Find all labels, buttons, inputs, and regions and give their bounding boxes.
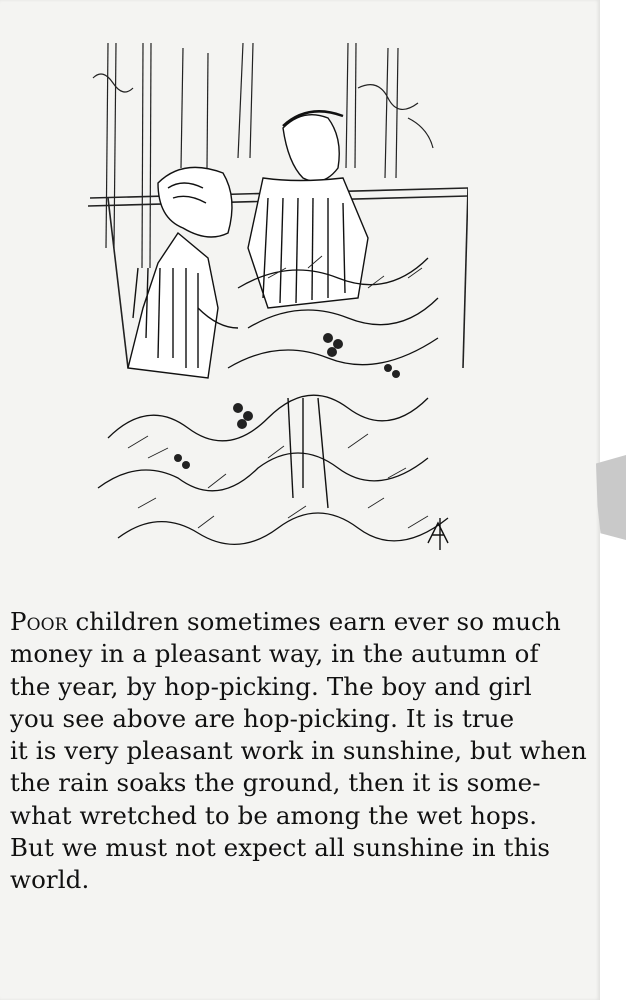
text-line-5: it is very pleasant work in sunshine, but when	[10, 736, 587, 766]
torn-page-edge	[596, 455, 626, 540]
monogram-mark	[428, 518, 448, 550]
body-text	[10, 606, 587, 897]
text-line-2: money in a pleasant way, in the autumn of	[10, 639, 539, 669]
text-line-1: Poor children sometimes earn ever so much	[10, 607, 561, 636]
first-word: Poor	[10, 607, 68, 636]
text-line-9: world.	[10, 865, 90, 895]
text-line-4: you see above are hop-picking. It is true	[10, 703, 515, 733]
text-line-6: the rain soaks the ground, then it is some-	[10, 768, 541, 798]
text-line-3: the year, by hop-picking. The boy and girl	[10, 671, 532, 701]
text-line-7: what wretched to be among the wet hops.	[10, 800, 538, 830]
text-line-8: But we must not expect all sunshine in this	[10, 833, 551, 863]
engraving-illustration	[88, 38, 468, 578]
